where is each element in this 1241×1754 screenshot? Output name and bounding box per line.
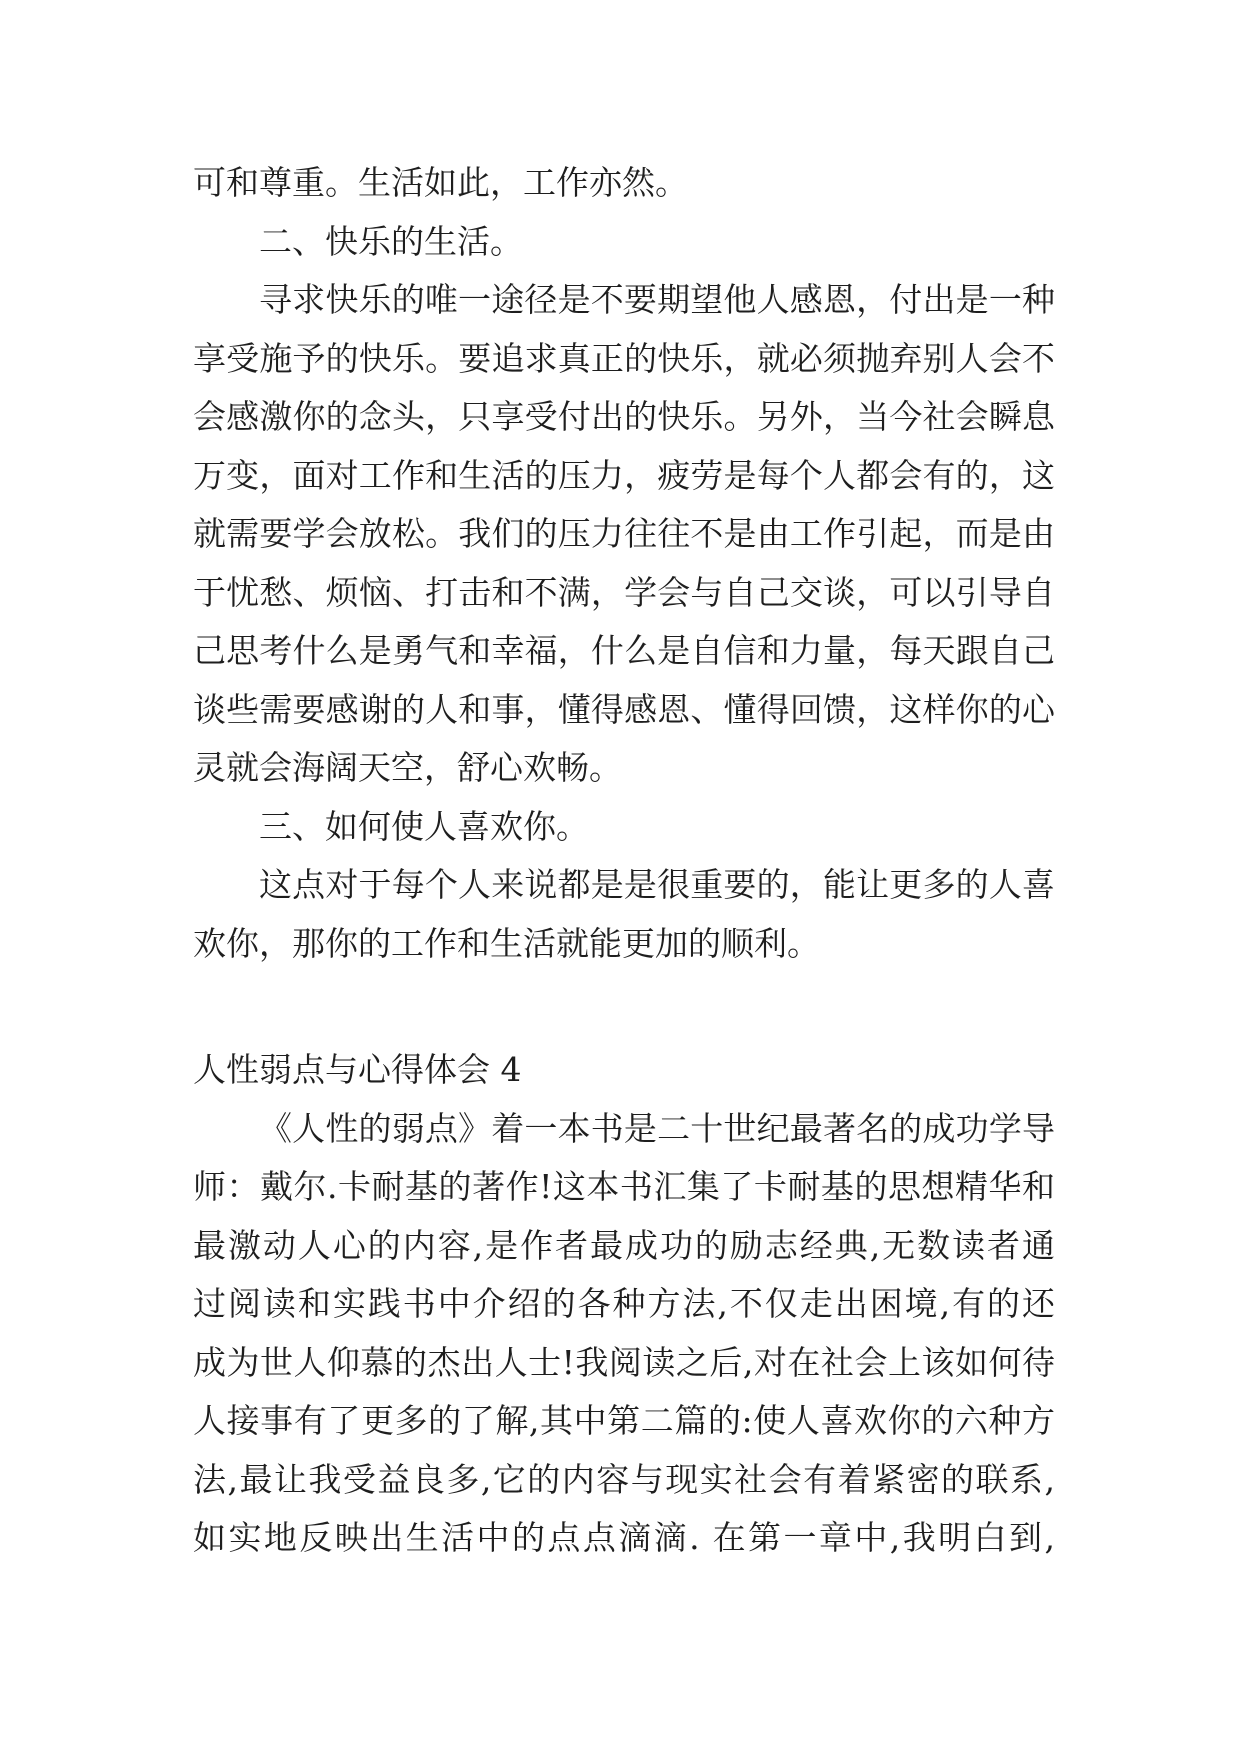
paragraph-line: 灵就会海阔天空，舒心欢畅。 — [193, 748, 622, 787]
paragraph-line: 可和尊重。生活如此，工作亦然。 — [193, 163, 688, 202]
paragraph-line: 如实地反映出生活中的点点滴滴. 在第一章中,我明白到, — [193, 1518, 1055, 1557]
section-title: 人性弱点与心得体会 4 — [193, 1050, 522, 1089]
paragraph-line: 享受施予的快乐。要追求真正的快乐，就必须抛弃别人会不 — [193, 338, 1055, 378]
heading-how-to-be-liked: 三、如何使人喜欢你。 — [259, 806, 589, 846]
paragraph-line: 成为世人仰慕的杰出人士!我阅读之后,对在社会上该如何待 — [193, 1342, 1055, 1382]
paragraph-line: 人接事有了更多的了解,其中第二篇的:使人喜欢你的六种方 — [193, 1401, 1055, 1440]
paragraph-line: 己思考什么是勇气和幸福，什么是自信和力量，每天跟自己 — [193, 631, 1055, 670]
paragraph-line: 过阅读和实践书中介绍的各种方法,不仅走出困境,有的还 — [193, 1284, 1055, 1323]
paragraph-line: 就需要学会放松。我们的压力往往不是由工作引起，而是由 — [193, 514, 1055, 553]
heading-happy-life: 二、快乐的生活。 — [259, 221, 523, 261]
paragraph-line: 会感激你的念头，只享受付出的快乐。另外，当今社会瞬息 — [193, 397, 1055, 436]
paragraph-line: 师：戴尔.卡耐基的著作!这本书汇集了卡耐基的思想精华和 — [193, 1167, 1055, 1206]
paragraph-line: 这点对于每个人来说都是是很重要的，能让更多的人喜 — [259, 865, 1055, 904]
paragraph-book-review — [193, 1100, 1055, 1568]
paragraph-line: 法,最让我受益良多,它的内容与现实社会有着紧密的联系, — [193, 1459, 1055, 1499]
paragraph-being-liked — [193, 856, 1055, 973]
paragraph-line: 《人性的弱点》着一本书是二十世纪最著名的成功学导 — [259, 1108, 1055, 1148]
paragraph-line: 最激动人心的内容,是作者最成功的励志经典,无数读者通 — [193, 1225, 1055, 1265]
paragraph-happiness — [193, 271, 1055, 798]
paragraph-line: 寻求快乐的唯一途径是不要期望他人感恩，付出是一种 — [259, 280, 1055, 319]
paragraph-line: 欢你，那你的工作和生活就能更加的顺利。 — [193, 923, 820, 963]
paragraph-line: 于忧愁、烦恼、打击和不满，学会与自己交谈，可以引导自 — [193, 572, 1055, 612]
document-body — [193, 154, 1055, 1568]
paragraph-line: 万变，面对工作和生活的压力，疲劳是每个人都会有的，这 — [193, 455, 1055, 495]
paragraph-line: 谈些需要感谢的人和事，懂得感恩、懂得回馈，这样你的心 — [193, 689, 1055, 729]
